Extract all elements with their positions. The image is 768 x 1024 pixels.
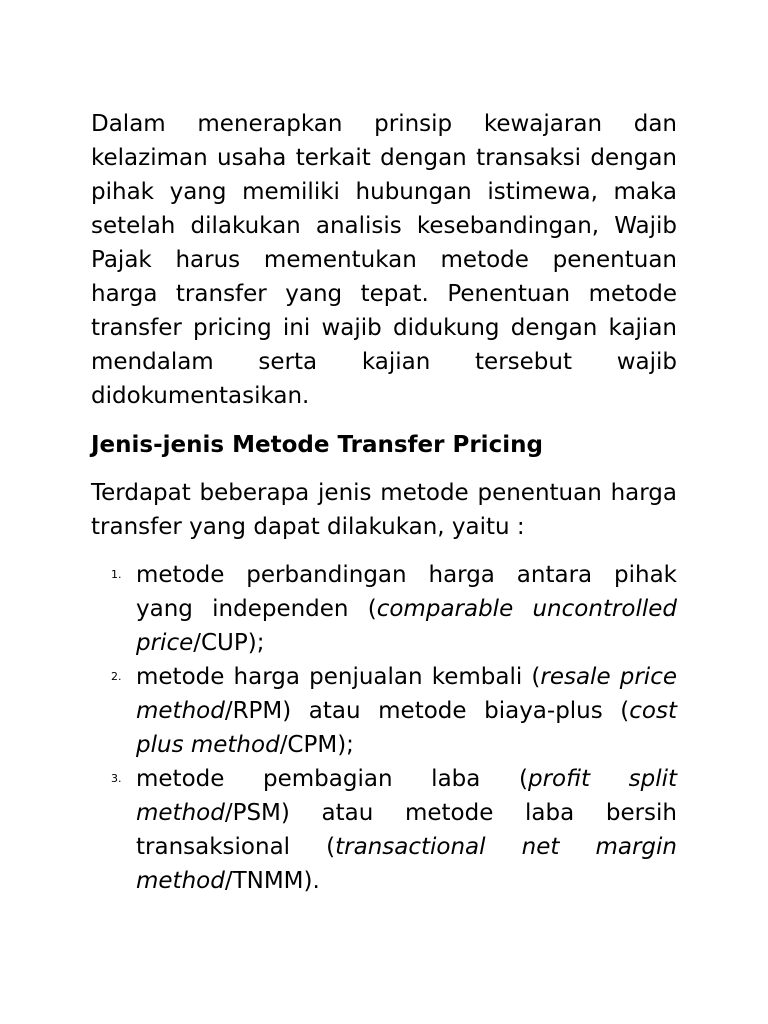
list-item-number: 3. (111, 772, 122, 785)
list-item-text: /CPM); (279, 732, 354, 758)
section-heading: Jenis-jenis Metode Transfer Pricing (91, 432, 543, 458)
intro-paragraph: Dalam menerapkan prinsip kewajaran dan kelaziman usaha terkait dengan transaksi dengan pihak yang memiliki hubungan istimewa, maka setelah dilakukan analisis kesebandingan, Wajib Pajak harus mementukan metode penentuan harga transfer yang tepat. Penentuan metode transfer pricing ini wajib didukung dengan kajian mendalam serta kajian tersebut wajib didokumentasikan. (91, 111, 677, 409)
document-page (91, 107, 677, 898)
list-item-term: profit split method (136, 766, 677, 826)
methods-intro-paragraph: Terdapat beberapa jenis metode penentuan harga transfer yang dapat dilakukan, yaitu : (91, 480, 677, 540)
list-item-number: 2. (111, 670, 122, 683)
list-item-text: /PSM) atau metode laba bersih transaksional ( (136, 800, 677, 860)
list-item-text: metode harga penjualan kembali ( (136, 664, 541, 690)
list-item-text: metode perbandingan harga antara pihak yang independen ( (136, 562, 677, 622)
list-item-text: /CUP); (193, 630, 265, 656)
list-item (91, 660, 677, 762)
methods-list (91, 558, 677, 898)
list-item-term: transactional net margin method (136, 834, 677, 894)
list-item (91, 558, 677, 660)
list-item-text: /TNMM). (224, 868, 320, 894)
list-item-term: resale price method (136, 664, 677, 724)
list-item-term: comparable uncontrolled price (136, 596, 677, 656)
list-item-text: metode pembagian laba ( (136, 766, 528, 792)
list-item (91, 762, 677, 898)
list-item-term: cost plus method (136, 698, 677, 758)
list-item-text: /RPM) atau metode biaya-plus ( (224, 698, 630, 724)
list-item-number: 1. (111, 568, 122, 581)
